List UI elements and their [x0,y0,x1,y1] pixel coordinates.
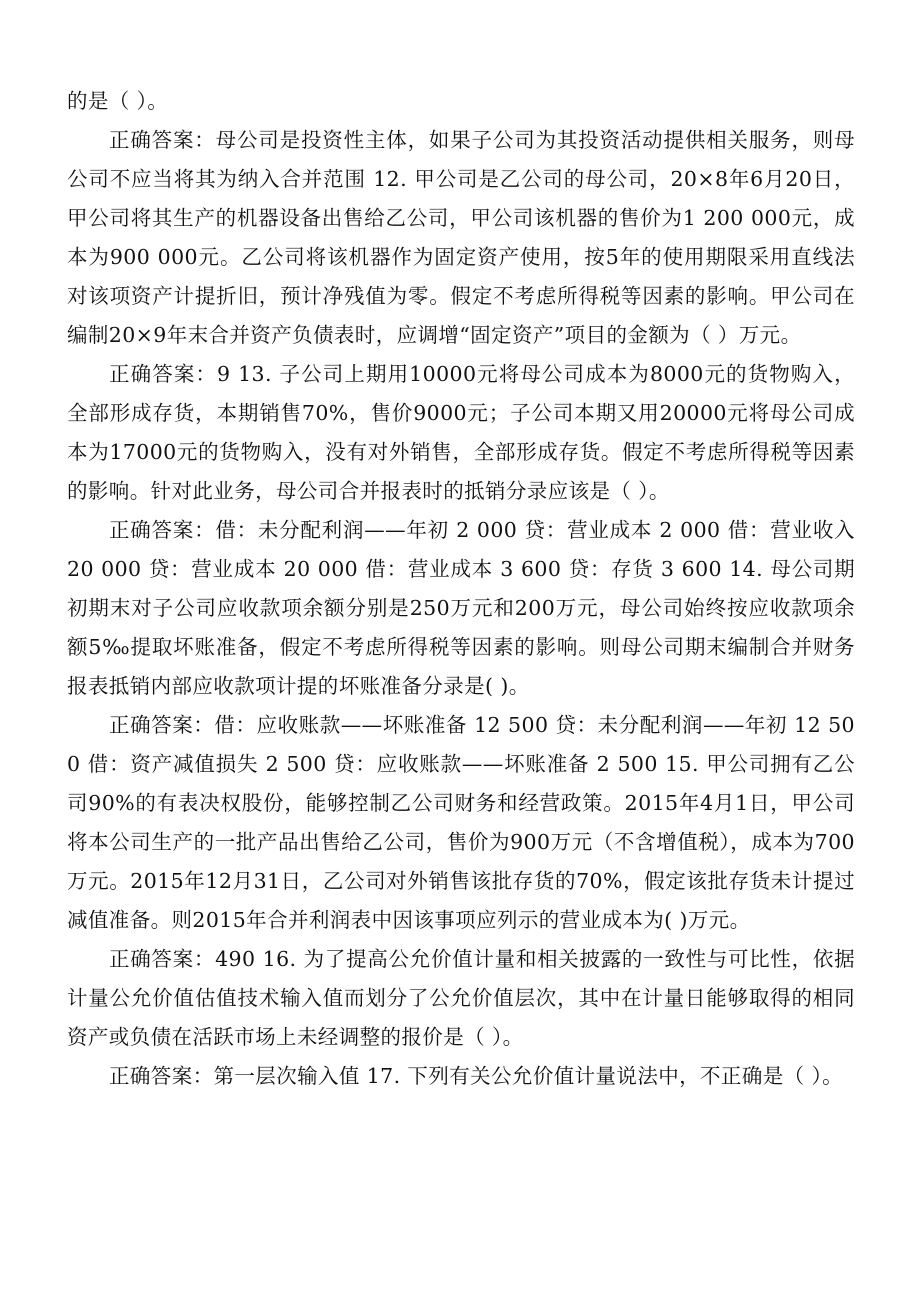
paragraph-3: 正确答案：9 13. 子公司上期用10000元将母公司成本为8000元的货物购入，全部形成存货，本期销售70%，售价9000元；子公司本期又用20000元将母公司成本为17000元的货物购入，没有对外销售，全部形成存货。假定不考虑所得税等因素的影响。针对此业务，母公司合并报表时的抵销分录应该是（ ）。 [67,362,855,503]
paragraph-2: 正确答案：母公司是投资性主体，如果子公司为其投资活动提供相关服务，则母公司不应当将其为纳入合并范围 12. 甲公司是乙公司的母公司，20×8年6月20日，甲公司将其生产的机器设备出售给乙公司，甲公司该机器的售价为1 200 000元，成本为900 000元。乙公司将该机器作为固定资产使用，按5年的使用期限采用直线法对该项资产计提折旧，预计净残值为零。假定不考虑所得税等因素的影响。甲公司在编制20×9年末合并资产负债表时，应调增“固定资产”项目的金额为（ ）万元。 [67,128,855,347]
paragraph-6: 正确答案：490 16. 为了提高公允价值计量和相关披露的一致性与可比性，依据计量公允价值估值技术输入值而划分了公允价值层次，其中在计量日能够取得的相同资产或负债在活跃市场上未经调整的报价是（ ）。 [67,947,855,1049]
paragraph-7: 正确答案：第一层次输入值 17. 下列有关公允价值计量说法中，不正确是（ ）。 [109,1064,843,1088]
paragraph-5: 正确答案：借：应收账款——坏账准备 12 500 贷：未分配利润——年初 12 500 借：资产减值损失 2 500 贷：应收账款——坏账准备 2 500 15. 甲公司拥有乙公司90%的有表决权股份，能够控制乙公司财务和经营政策。2015年4月1日，甲公司将本公司生产的一批产品出售给乙公司，售价为900万元（不含增值税），成本为700万元。2015年12月31日，乙公司对外销售该批存货的70%，假定该批存货未计提过减值准备。则2015年合并利润表中因该事项应列示的营业成本为( )万元。 [67,713,855,932]
paragraph-1: 的是（ ）。 [67,89,169,113]
document-body [67,82,855,1096]
paragraph-4: 正确答案：借：未分配利润——年初 2 000 贷：营业成本 2 000 借：营业收入 20 000 贷：营业成本 20 000 借：营业成本 3 600 贷：存货 3 600 14. 母公司期初期末对子公司应收款项余额分别是250万元和200万元，母公司始终按应收款项余额5‰提取坏账准备，假定不考虑所得税等因素的影响。则母公司期末编制合并财务报表抵销内部应收款项计提的坏账准备分录是( )。 [67,518,855,698]
